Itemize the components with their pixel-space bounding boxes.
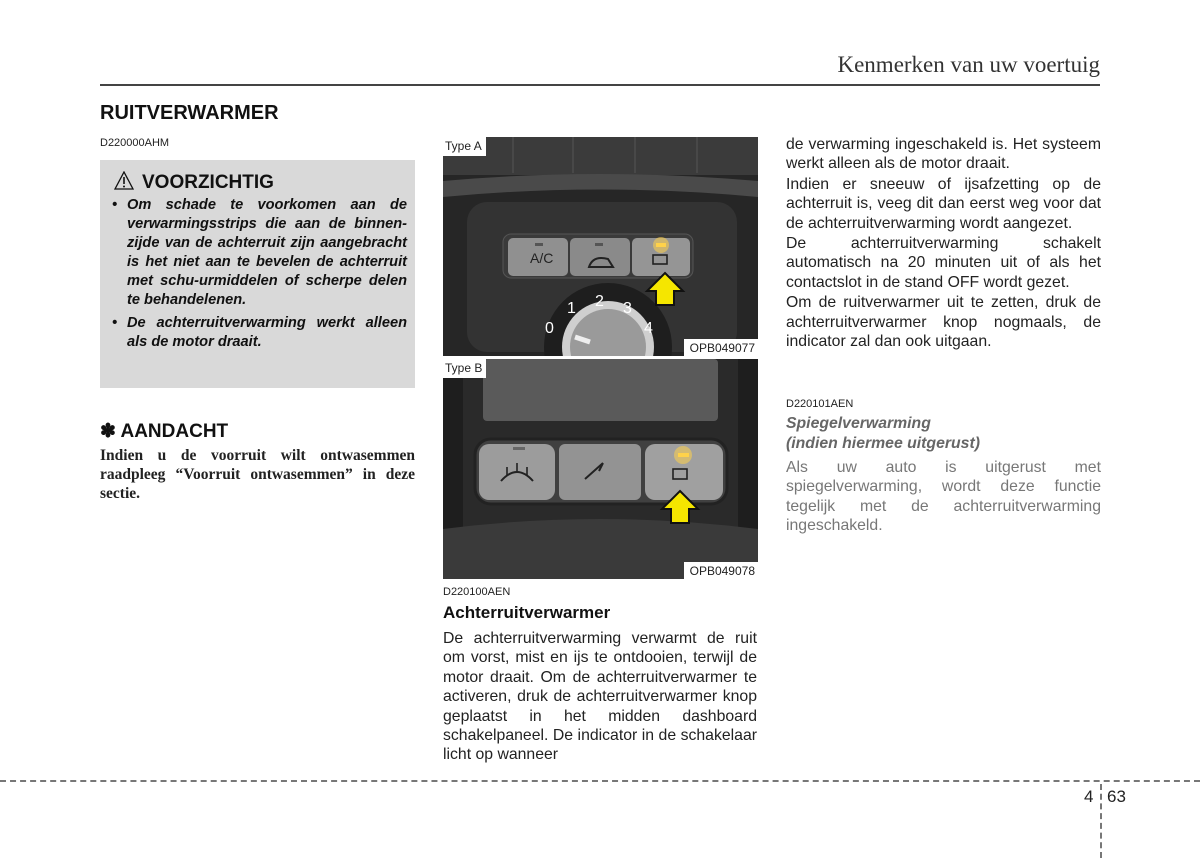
rear-defroster-body: De achterruitverwarming verwarmt de ruit om vorst, mist en ijs te ontdooien, terwijl de motor draait. Om de achterruitverwarmer te activeren, druk de achterruitverwarmer knop geplaatst in het midden dashboard schakelpaneel. De indicator in de schakelaar licht op wanneer [443,630,757,764]
paragraph: Om de ruitverwarmer uit te zetten, druk de achterruitverwarmer knop nogmaals, de indicator zal dan ook uitgaan. [786,294,1101,351]
warning-triangle-icon [114,171,134,195]
header-divider [100,84,1100,86]
paragraph: De achterruitverwarming schakelt automatisch na 20 minuten uit of als het contactslot in de stand OFF wordt gezet. [786,235,1101,291]
continued-text [786,135,1101,352]
section-title: RUITVERWARMER [100,102,279,124]
section-code: D220000AHM [100,137,170,149]
note-body: Indien u de voorruit wilt ontwasemmen raadpleeg “Voorruit ontwasemmen” in deze sectie. [100,447,415,502]
dial-number: 4 [644,320,653,337]
figure-type-b [443,359,758,579]
mirror-body: Als uw auto is uitgerust met spiegelverwarming, wordt deze functie tegelijk met de achterruitverwarming ingeschakeld. [786,459,1101,535]
mirror-code: D220101AEN [786,398,854,410]
chapter-number: 4 [1084,787,1094,806]
page-number: 63 [1107,787,1126,806]
paragraph: Indien er sneeuw of ijsafzetting op de achterruit is, veeg dit dan eerst weg voor dat de achterruitverwarming wordt aangezet. [786,175,1101,232]
running-header: Kenmerken van uw voertuig [837,52,1100,77]
mirror-title [786,414,980,454]
figure-label: Type A [443,137,486,156]
note-title: ✽ AANDACHT [100,421,229,442]
mirror-title-line: (indien hiermee uitgerust) [786,435,980,452]
caution-item: • Om schade te voorkomen aan de verwarmingsstrips die aan de binnen-zijde van de achterruit zijn aangebracht is het niet aan te bevelen de achterruit met schu-urmiddelen of scherpe delen te behandelenen. [112,197,407,308]
paragraph: de verwarming ingeschakeld is. Het systeem werkt alleen als de motor draait. [786,136,1101,173]
footer-vertical-divider [1100,784,1102,858]
footer-divider [0,780,1200,782]
caution-item: • De achterruitverwarming werkt alleen als de motor draait. [112,315,407,350]
figure-code: OPB049077 [684,339,758,356]
dial-number: 2 [595,293,604,310]
dial-number: 1 [567,300,576,317]
mirror-title-line: Spiegelverwarming [786,415,931,432]
dial-number: 3 [623,300,632,317]
figure-label: Type B [443,359,486,378]
rear-defroster-title: Achterruitverwarmer [443,603,611,622]
rear-defroster-code: D220100AEN [443,586,511,598]
figure-code: OPB049078 [684,562,758,579]
dial-number: 0 [545,320,554,337]
caution-list [112,196,407,356]
caution-title: VOORZICHTIG [142,172,274,193]
caution-box [100,160,415,388]
ac-button-label: A/C [530,250,554,266]
figure-type-a [443,137,758,356]
